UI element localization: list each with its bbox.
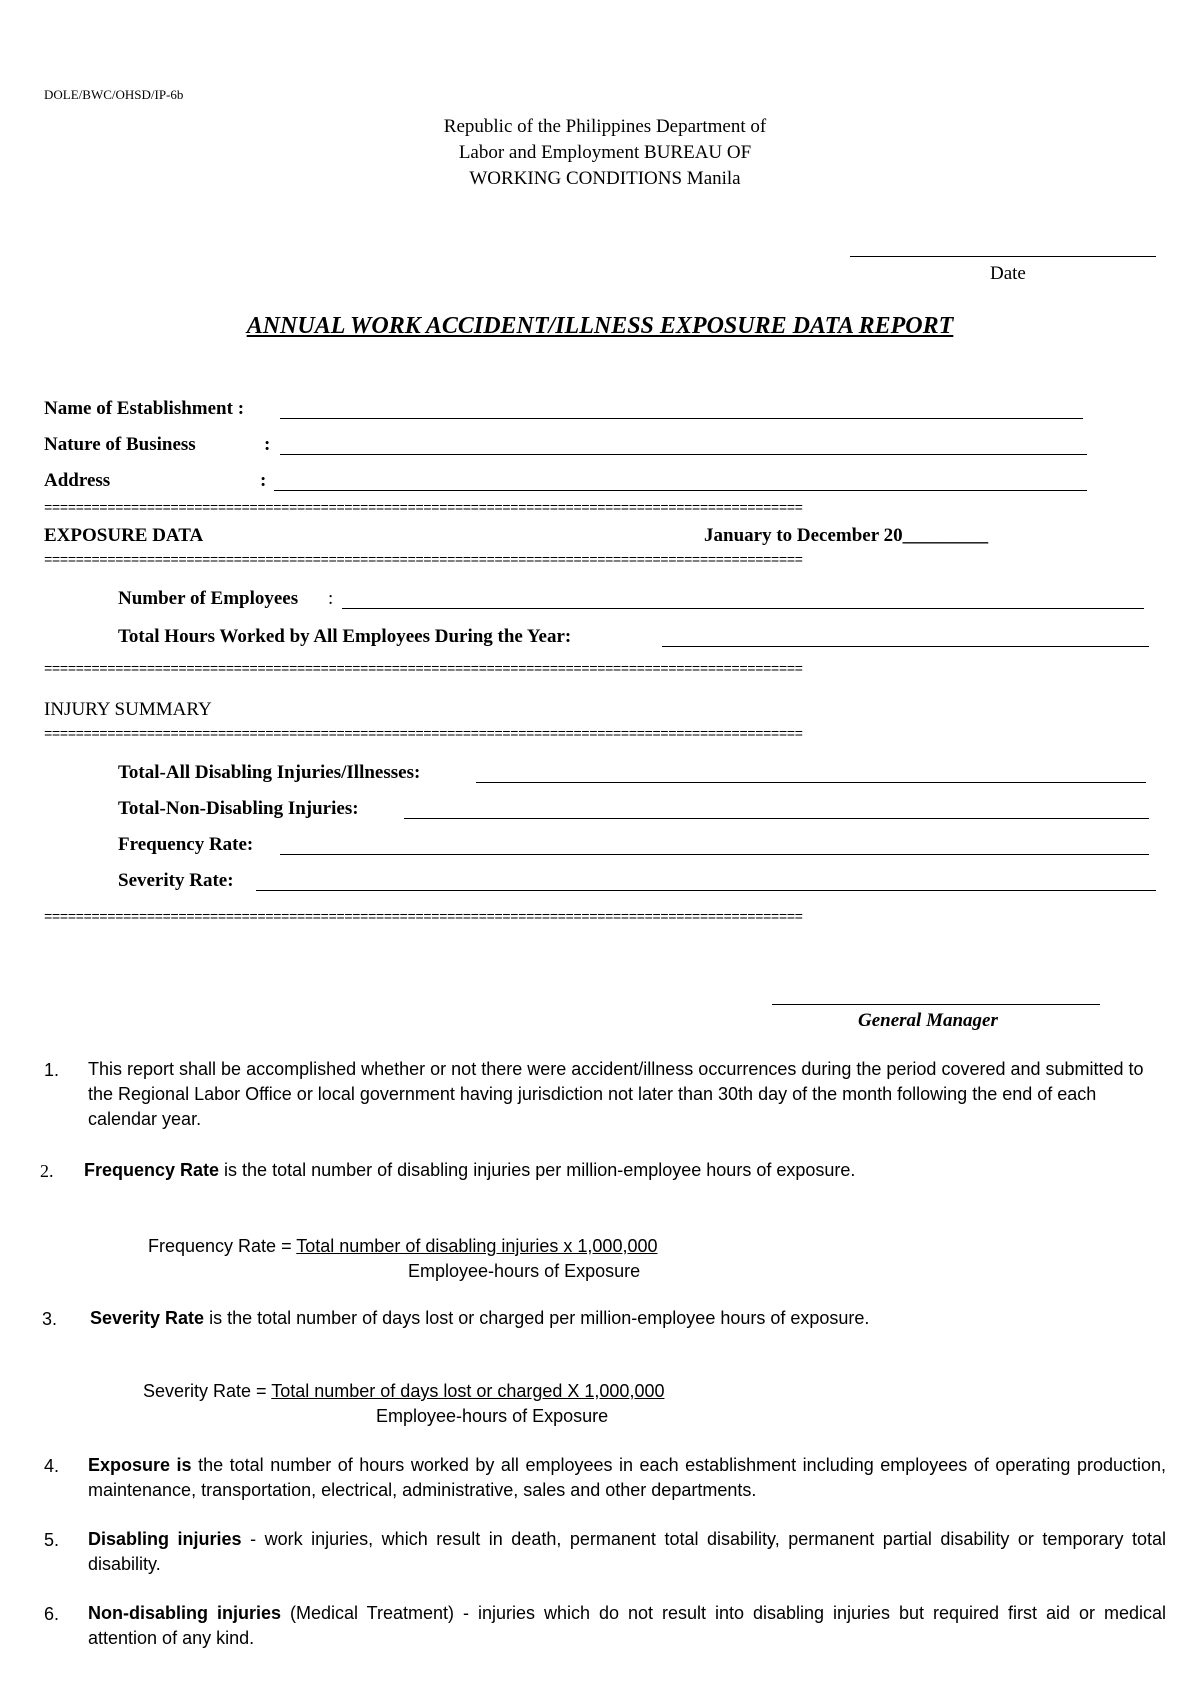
note-number: 1. [44,1060,60,1080]
separator: ================================================================================================ [44,554,803,568]
disabling-injuries-label: Total-All Disabling Injuries/Illnesses: [118,762,421,783]
note-item [88,1601,1166,1651]
general-manager-label: General Manager [858,1010,998,1031]
formula-lhs: Severity Rate = [143,1381,272,1401]
note-item [88,1527,1166,1577]
address-label: Address [44,470,111,491]
note-number: 3. [42,1309,58,1329]
report-title: ANNUAL WORK ACCIDENT/ILLNESS EXPOSURE DATA REPORT [246,313,954,339]
number-of-employees-field[interactable] [342,588,1144,609]
establishment-name-label: Name of Establishment : [44,398,245,419]
severity-formula [143,1379,664,1404]
frequency-formula-denominator: Employee-hours of Exposure [408,1261,641,1281]
exposure-data-heading: EXPOSURE DATA [44,525,204,546]
date-line[interactable] [850,256,1156,257]
reporting-period[interactable]: January to December 20_________ [704,525,989,546]
frequency-formula [148,1234,658,1259]
nature-of-business-colon: : [264,434,271,455]
general-manager-signature-line[interactable] [772,1004,1100,1005]
number-of-employees-label: Number of Employees [118,588,299,609]
note-item [88,1453,1166,1503]
severity-formula-denominator: Employee-hours of Exposure [376,1406,609,1426]
separator: ================================================================================================ [44,728,803,742]
separator: ================================================================================================ [44,911,803,925]
note-item [88,1057,1170,1132]
severity-rate-field[interactable] [256,870,1156,891]
note-term: Non-disabling injuries [88,1603,281,1623]
agency-header [300,114,910,192]
note-text: (Medical Treatment) - injuries which do not result into disabling injuries but required first aid or medical attention of any kind. [88,1603,1166,1648]
note-term: Frequency Rate [84,1160,220,1180]
severity-rate-label: Severity Rate: [118,870,234,891]
note-number: 5. [44,1530,60,1550]
address-colon: : [260,470,267,491]
total-hours-label: Total Hours Worked by All Employees During the Year: [118,626,572,647]
note-term: Disabling injuries [88,1529,242,1549]
nature-of-business-field[interactable] [280,434,1087,455]
address-field[interactable] [274,470,1087,491]
injury-summary-heading: INJURY SUMMARY [44,699,212,720]
separator: ================================================================================================ [44,663,803,677]
note-number: 4. [44,1456,60,1476]
note-text: is the total number of days lost or charged per million-employee hours of exposure. [204,1308,870,1328]
frequency-rate-label: Frequency Rate: [118,834,254,855]
formula-lhs: Frequency Rate = [148,1236,297,1256]
header-line-3: WORKING CONDITIONS Manila [469,168,741,189]
non-disabling-injuries-label: Total-Non-Disabling Injuries: [118,798,359,819]
date-label: Date [990,263,1026,284]
header-line-2: Labor and Employment BUREAU OF [458,142,752,163]
note-text: - work injuries, which result in death, permanent total disability, permanent partial disability or temporary total disability. [88,1529,1167,1574]
disabling-injuries-field[interactable] [476,762,1146,783]
note-text: is the total number of disabling injuries per million-employee hours of exposure. [219,1160,856,1180]
non-disabling-injuries-field[interactable] [404,798,1149,819]
formula-numerator: Total number of days lost or charged X 1,000,000 [271,1381,665,1401]
separator: ================================================================================================ [44,502,803,516]
total-hours-field[interactable] [662,626,1149,647]
header-line-1: Republic of the Philippines Department of [443,116,767,137]
formula-numerator: Total number of disabling injuries x 1,000,000 [296,1236,658,1256]
note-text: the total number of hours worked by all employees in each establishment including employees of operating production, maintenance, transportation, electrical, administrative, sales and other departments. [88,1455,1166,1500]
note-item [84,1158,884,1183]
note-term: Severity Rate [90,1308,205,1328]
note-number: 2. [40,1161,54,1181]
note-item [90,1306,890,1331]
establishment-name-field[interactable] [280,398,1083,419]
note-number: 6. [44,1604,60,1624]
frequency-rate-field[interactable] [280,834,1149,855]
nature-of-business-label: Nature of Business [44,434,196,455]
note-text: This report shall be accomplished whether or not there were accident/illness occurrences during the period covered and submitted to the Regional Labor Office or local government having jurisdiction not later than 30th day of the month following the end of each calendar year. [88,1059,1144,1129]
note-term: Exposure is [88,1455,192,1475]
form-code: DOLE/BWC/OHSD/IP-6b [44,87,184,102]
number-of-employees-colon: : [328,588,334,609]
